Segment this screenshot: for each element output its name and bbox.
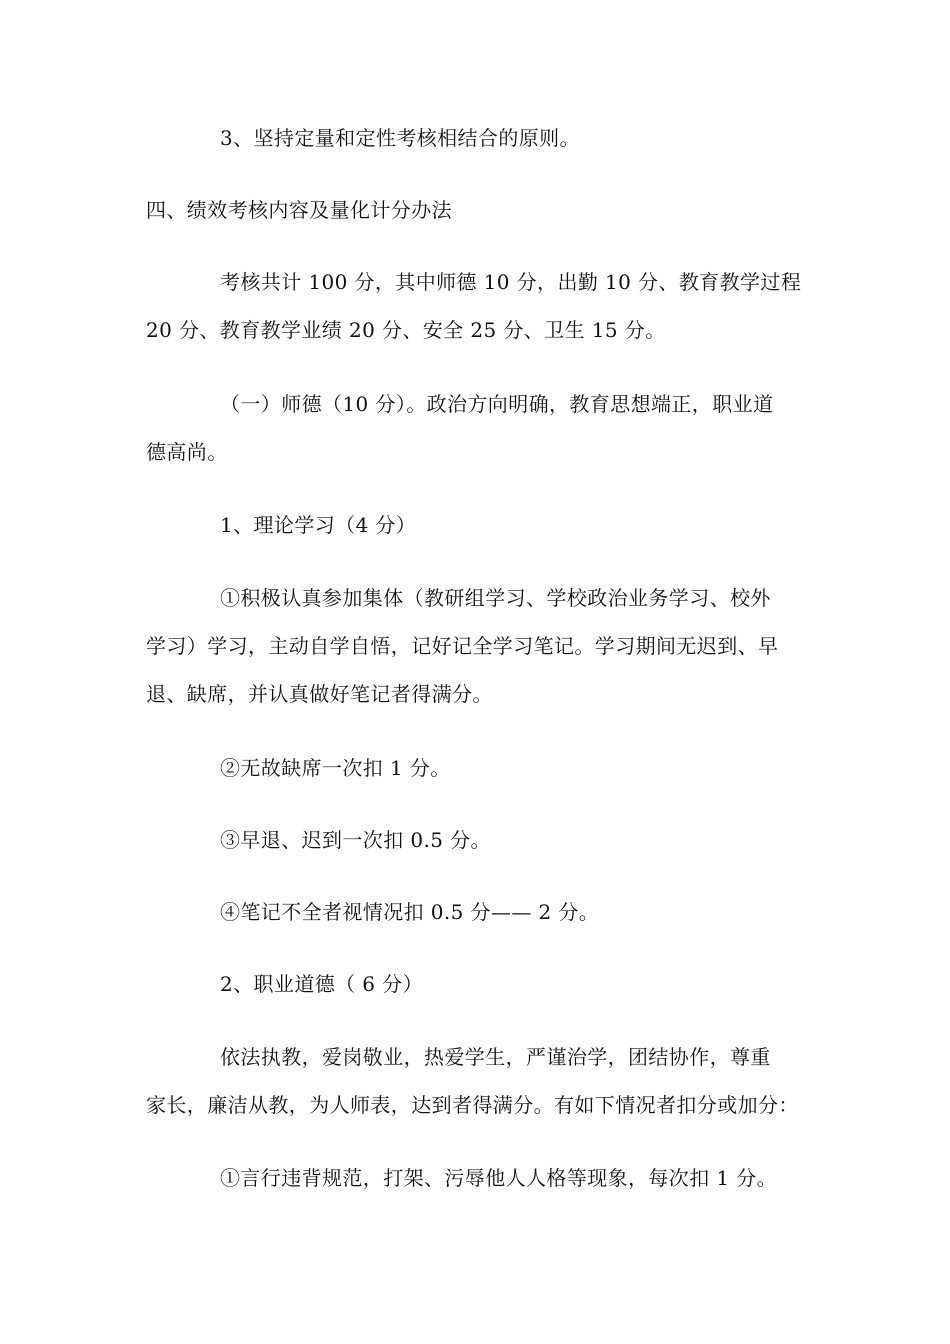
score-summary-paragraph bbox=[146, 258, 808, 354]
text-line: 2、职业道德（ 6 分） bbox=[220, 972, 423, 996]
text-line: 1、理论学习（4 分） bbox=[220, 513, 417, 537]
professional-ethics-heading bbox=[146, 960, 808, 1008]
text-line: 学习）学习，主动自学自悟，记好记全学习笔记。学习期间无迟到、早 bbox=[146, 634, 779, 658]
theory-study-item-2 bbox=[146, 744, 808, 792]
text-line: 依法执教，爱岗敬业，热爱学生，严谨治学，团结协作，尊重 bbox=[220, 1045, 771, 1069]
text-line: 四、绩效考核内容及量化计分办法 bbox=[146, 198, 452, 222]
section-heading bbox=[146, 186, 808, 234]
text-line: 3、坚持定量和定性考核相结合的原则。 bbox=[220, 126, 580, 150]
text-line: ①积极认真参加集体（教研组学习、学校政治业务学习、校外 bbox=[220, 586, 771, 610]
theory-study-item-1 bbox=[146, 574, 808, 718]
principle-3-paragraph bbox=[146, 114, 808, 162]
text-line: 家长，廉洁从教，为人师表，达到者得满分。有如下情况者扣分或加分： bbox=[146, 1093, 799, 1117]
professional-ethics-item-1 bbox=[146, 1154, 808, 1202]
text-line: 考核共计 100 分，其中师德 10 分，出勤 10 分、教育教学过程 bbox=[220, 270, 802, 294]
text-line: （一）师德（10 分）。政治方向明确，教育思想端正，职业道 bbox=[220, 392, 774, 416]
theory-study-item-4 bbox=[146, 888, 808, 936]
text-line: ②无故缺席一次扣 1 分。 bbox=[220, 756, 451, 780]
text-line: ①言行违背规范，打架、污辱他人人格等现象，每次扣 1 分。 bbox=[220, 1166, 778, 1190]
theory-study-heading bbox=[146, 501, 808, 549]
text-line: ④笔记不全者视情况扣 0.5 分—— 2 分。 bbox=[220, 900, 600, 924]
theory-study-item-3 bbox=[146, 816, 808, 864]
text-line: 德高尚。 bbox=[146, 440, 228, 464]
text-line: ③早退、迟到一次扣 0.5 分。 bbox=[220, 828, 491, 852]
text-line: 20 分、教育教学业绩 20 分、安全 25 分、卫生 15 分。 bbox=[146, 318, 666, 342]
ethics-heading-paragraph bbox=[146, 380, 808, 476]
text-line: 退、缺席，并认真做好笔记者得满分。 bbox=[146, 682, 493, 706]
professional-ethics-paragraph bbox=[146, 1033, 808, 1129]
